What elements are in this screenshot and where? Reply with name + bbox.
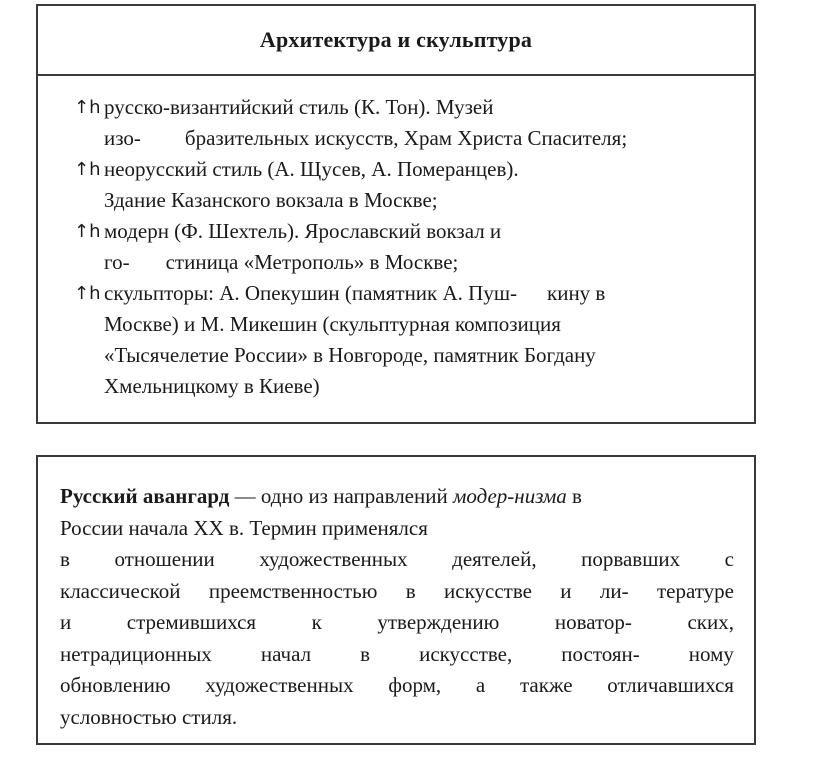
definition-line: России начала XX в. Термин применялся: [60, 515, 428, 540]
definition-text: — одно из направлений: [229, 484, 453, 508]
definition-box: [36, 455, 756, 745]
item-text-continued: Здание Казанского вокзала в Москве;: [104, 188, 438, 212]
item-text-hyphen-part: изо-: [104, 126, 141, 150]
item-text-rest: стиница «Метрополь» в Москве;: [165, 250, 459, 274]
word: начал: [260, 641, 312, 666]
item-text-continued: Хмельницкому в Киеве): [104, 374, 320, 398]
word: новатор-: [554, 610, 632, 634]
word: художественных: [259, 547, 408, 571]
list-item: [74, 216, 726, 278]
word: стремившихся: [126, 610, 257, 634]
item-text-part: кину в: [547, 281, 606, 305]
word: утверждению: [377, 610, 500, 634]
word: ли-: [599, 578, 629, 603]
word: нетрадиционных: [60, 641, 212, 666]
word: ному: [688, 641, 734, 666]
definition-emphasis: модер-низма: [452, 484, 567, 508]
arrow-up-icon: ↑h: [74, 97, 101, 118]
word: преемственностью: [208, 578, 378, 603]
word: форм,: [388, 673, 442, 697]
list-item: [74, 278, 726, 402]
item-text: русско-византийский стиль (К. Тон). Музей: [104, 95, 494, 119]
word: отличавшихся: [607, 673, 734, 697]
item-text-continued: [104, 247, 726, 278]
item-text-continued: [104, 123, 726, 154]
definition-line: [60, 576, 734, 608]
word: искусстве: [444, 578, 532, 603]
word: в: [405, 578, 416, 603]
table-header: Архитектура и скульптура: [38, 6, 754, 76]
word: постоян-: [561, 641, 640, 666]
word: художественных: [205, 673, 354, 697]
word: к: [311, 610, 322, 634]
item-text: неорусский стиль (А. Щусев, А. Померанцев).: [104, 157, 519, 181]
item-text: модерн (Ф. Шехтель). Ярославский вокзал и: [104, 219, 502, 243]
word: ских,: [687, 610, 734, 634]
word: и: [560, 578, 572, 603]
definition-line: [60, 670, 734, 702]
word: с: [724, 547, 734, 571]
item-text-continued: «Тысячелетие России» в Новгороде, памятник Богдану: [104, 343, 596, 367]
item-text-part: скульпторы: А. Опекушин (памятник А. Пуш-: [104, 281, 517, 305]
table-body: [38, 76, 754, 402]
definition-text: в: [566, 484, 582, 508]
definition-line: [60, 481, 734, 513]
item-text-continued: Москве) и М. Микешин (скульптурная композиция: [104, 312, 561, 336]
word: также: [520, 673, 573, 697]
word: обновлению: [60, 673, 171, 697]
definition-line: [60, 607, 734, 639]
word: отношении: [114, 547, 215, 571]
definition-line: [60, 544, 734, 576]
definition-line: [60, 639, 734, 671]
word: искусстве,: [419, 641, 513, 666]
word: и: [60, 610, 72, 634]
item-text-hyphen-part: го-: [104, 250, 130, 274]
word: а: [475, 673, 486, 697]
arrow-up-icon: ↑h: [74, 283, 101, 304]
word: в: [360, 641, 371, 666]
item-text-rest: бразительных искусств, Храм Христа Спасителя;: [184, 126, 628, 150]
word: в: [60, 547, 70, 571]
word: тературе: [656, 578, 734, 603]
list-item: [74, 154, 726, 216]
word: деятелей,: [452, 547, 537, 571]
definition-line: условностью стиля.: [60, 704, 238, 729]
architecture-sculpture-table: [36, 4, 756, 424]
word: классической: [60, 578, 181, 603]
item-text: [104, 278, 726, 309]
word: порвавших: [581, 547, 681, 571]
definition-term: Русский авангард: [60, 484, 230, 508]
arrow-up-icon: ↑h: [74, 221, 101, 242]
arrow-up-icon: ↑h: [74, 159, 101, 180]
list-item: [74, 92, 726, 154]
